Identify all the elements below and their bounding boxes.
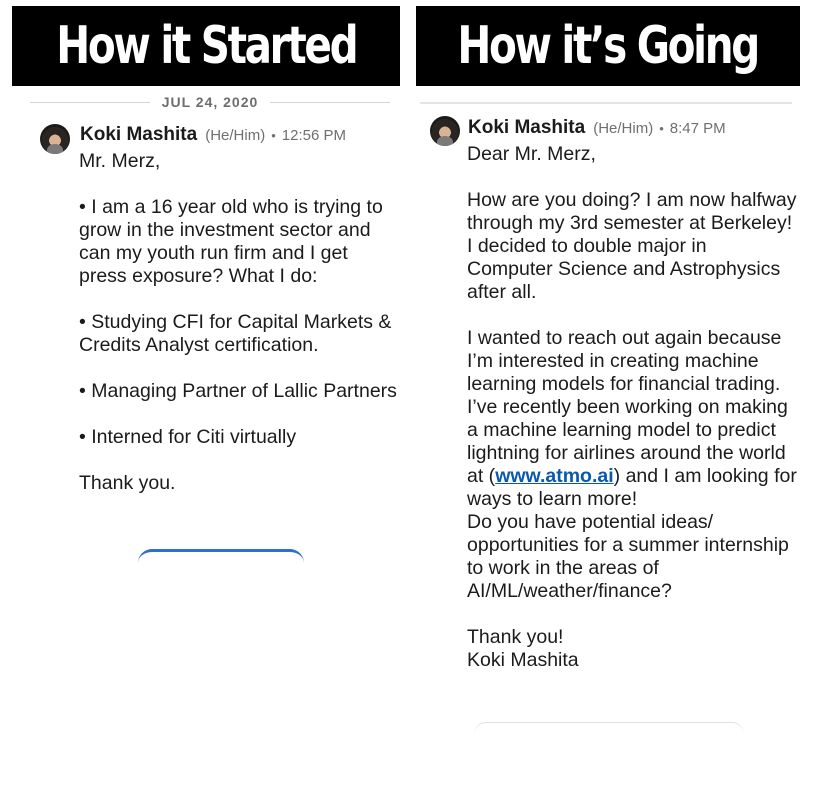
divider-line bbox=[270, 102, 390, 103]
line-gap bbox=[79, 403, 397, 426]
line-gap bbox=[79, 357, 397, 380]
sender-pronouns: (He/Him) bbox=[205, 127, 266, 144]
left-banner bbox=[12, 6, 400, 86]
paragraph-text: I wanted to reach out again because I’m interested in creating machine learning models for financial trading. I’ve recently been working on making a machine learning model to predict lightning for airlines around the world at ( bbox=[467, 327, 788, 487]
reply-button[interactable] bbox=[138, 549, 304, 563]
message-line: • Interned for Citi virtually bbox=[79, 426, 297, 448]
sender-header bbox=[468, 117, 726, 139]
left-banner-title: How it Started bbox=[56, 16, 356, 76]
line-gap bbox=[79, 449, 397, 472]
separator-dot: • bbox=[271, 128, 276, 143]
closing: Thank you! bbox=[467, 626, 564, 648]
paragraph: How are you doing? I am now halfway through my 3rd semester at Berkeley! I decided to double major in Computer Science and Astrophysics after all. bbox=[467, 189, 797, 303]
signature: Koki Mashita bbox=[467, 649, 579, 671]
message-line: Mr. Merz, bbox=[79, 150, 161, 172]
divider-line bbox=[420, 102, 792, 104]
reply-button[interactable] bbox=[474, 722, 744, 734]
message-line: • I am a 16 year old who is trying to grow in the investment sector and can my youth run firm and I get press exposure? What I do: bbox=[79, 196, 383, 287]
message-line: • Studying CFI for Capital Markets & Credits Analyst certification. bbox=[79, 311, 392, 356]
message-body bbox=[467, 143, 797, 672]
right-banner bbox=[416, 6, 800, 86]
paragraph-text: ) and I am looking for ways to learn more! bbox=[467, 465, 797, 510]
date-divider bbox=[30, 92, 390, 112]
message-line: Thank you. bbox=[79, 472, 176, 494]
divider-line bbox=[30, 102, 150, 103]
line-gap bbox=[79, 173, 397, 196]
message-line: • Managing Partner of Lallic Partners bbox=[79, 380, 397, 402]
avatar[interactable] bbox=[430, 116, 460, 146]
date-label: JUL 24, 2020 bbox=[161, 94, 259, 110]
sender-pronouns: (He/Him) bbox=[593, 120, 654, 137]
message-body bbox=[79, 150, 397, 495]
avatar[interactable] bbox=[40, 124, 70, 154]
line-gap bbox=[79, 288, 397, 311]
right-banner-title: How it’s Going bbox=[457, 16, 759, 76]
message-time: 12:56 PM bbox=[281, 127, 346, 144]
greeting: Dear Mr. Merz, bbox=[467, 143, 596, 165]
separator-dot: • bbox=[659, 121, 664, 136]
left-message-panel bbox=[12, 86, 400, 806]
message-time: 8:47 PM bbox=[669, 120, 726, 137]
paragraph bbox=[467, 327, 797, 511]
sender-name[interactable]: Koki Mashita bbox=[80, 124, 198, 145]
line-gap bbox=[467, 603, 797, 626]
line-gap bbox=[467, 166, 797, 189]
sender-header bbox=[80, 124, 346, 146]
line-gap bbox=[467, 304, 797, 327]
atmo-link[interactable]: www.atmo.ai bbox=[495, 465, 614, 487]
sender-name[interactable]: Koki Mashita bbox=[468, 117, 586, 138]
paragraph: Do you have potential ideas/ opportunities for a summer internship to work in the areas of AI/ML/weather/finance? bbox=[467, 511, 789, 602]
right-message-panel bbox=[416, 86, 800, 806]
